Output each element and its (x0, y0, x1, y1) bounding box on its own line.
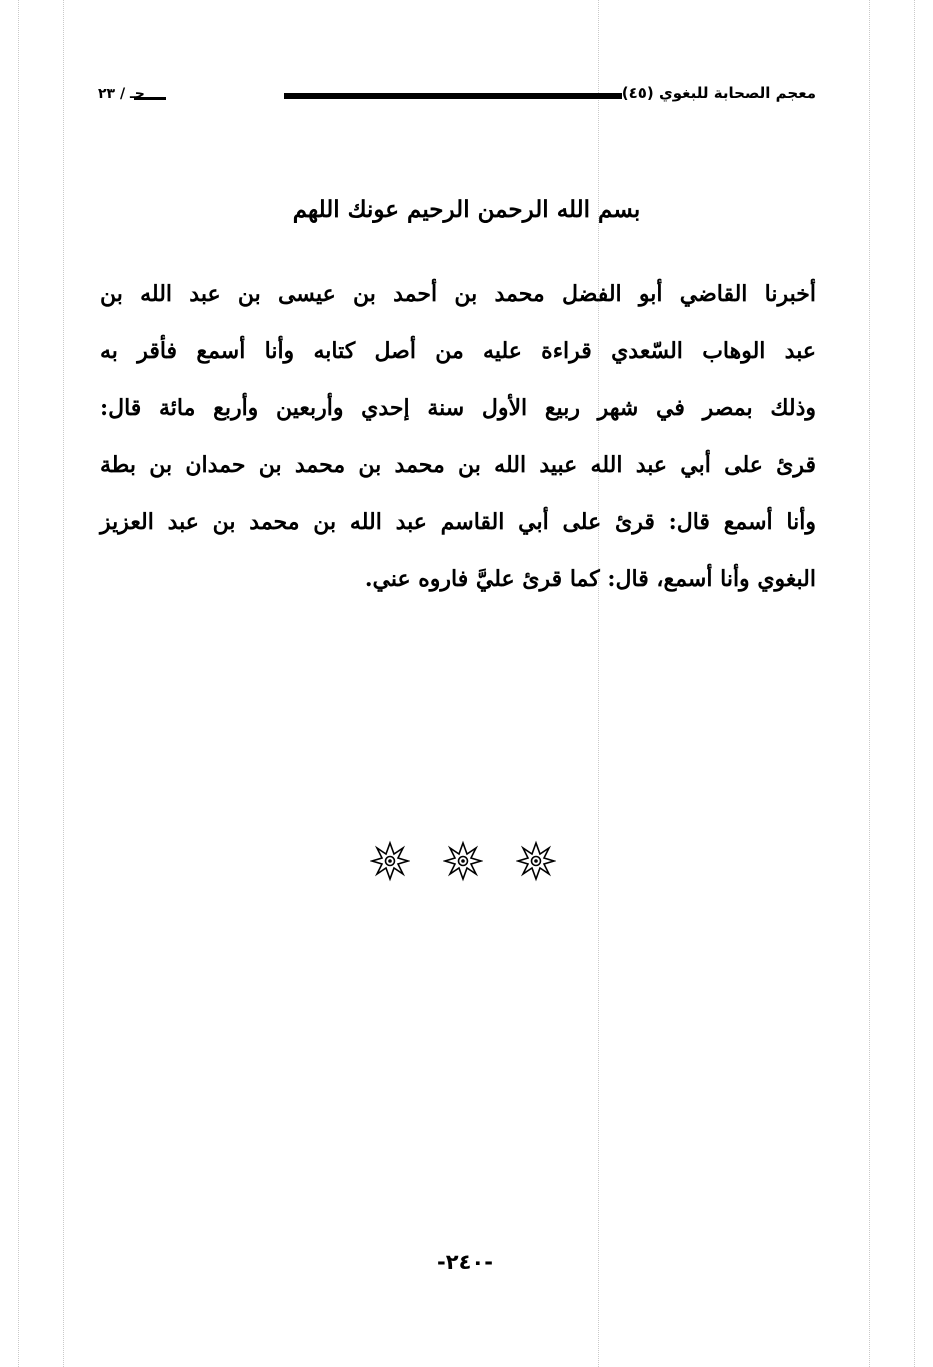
scan-guide-line (869, 0, 870, 1367)
running-header (98, 84, 816, 110)
header-title: معجم الصحابة للبغوي (٤٥) (621, 84, 816, 102)
scan-guide-line (18, 0, 19, 1367)
text-line: أخبرنا القاضي أبو الفضل محمد بن أحمد بن عيسى بن عبد الله بن (100, 281, 816, 307)
ornament-divider (370, 838, 560, 888)
text-line: عبد الوهاب السّعدي قراءة عليه من أصل كتابه وأنا أسمع فأقر به (100, 338, 816, 364)
header-rule (284, 93, 622, 99)
page-number: -٢٤٠- (437, 1250, 493, 1274)
scan-guide-line (63, 0, 64, 1367)
header-folio: حـ / ٢٣ (98, 86, 145, 102)
text-line: وذلك بمصر في شهر ربيع الأول سنة إحدي وأربعين وأربع مائة قال: (100, 395, 816, 421)
text-line: وأنا أسمع قال: قرئ على أبي القاسم عبد الله بن محمد بن عبد العزيز (100, 509, 816, 535)
eight-point-star-icon (370, 838, 410, 884)
body-text (100, 266, 816, 608)
eight-point-star-icon (516, 838, 556, 884)
basmala-heading: بسم الله الرحمن الرحيم عونك اللهم (292, 196, 641, 223)
eight-point-star-icon (443, 838, 483, 884)
text-line: قرئ على أبي عبد الله عبيد الله بن محمد بن محمد بن حمدان بن بطة (100, 452, 816, 478)
scan-guide-line (914, 0, 915, 1367)
text-line: البغوي وأنا أسمع، قال: كما قرئ عليَّ فاروه عني. (364, 566, 816, 592)
